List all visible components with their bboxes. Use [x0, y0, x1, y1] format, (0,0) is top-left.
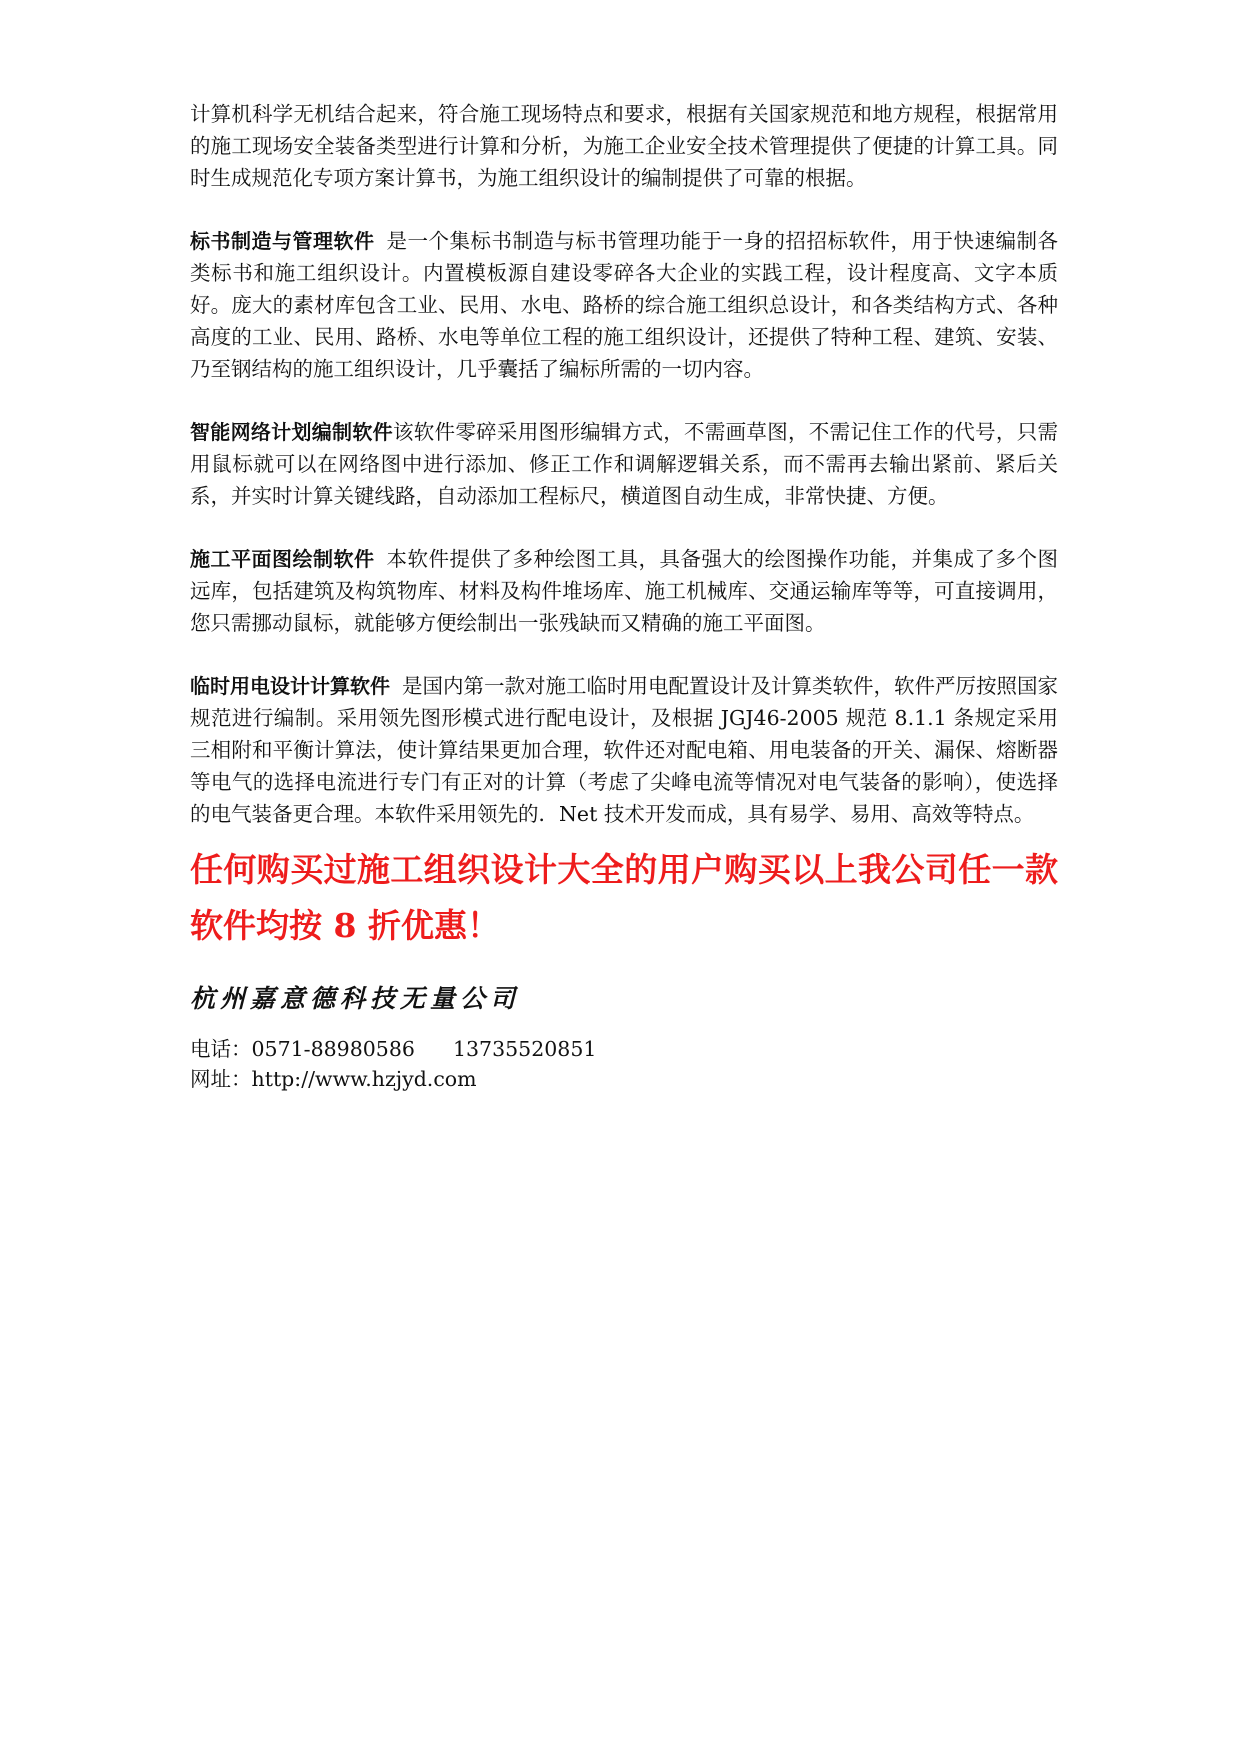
section-body: 是一个集标书制造与标书管理功能于一身的招招标软件，用于快速编制各类标书和施工组织设计。内置模板源自建设零碎各大企业的实践工程，设计程度高、文字本质好。庞大的素材库包含工业、民用、水电、路桥的综合施工组织总设计，和各类结构方式、各种高度的工业、民用、路桥、水电等单位工程的施工组织设计，还提供了特种工程、建筑、安装、乃至钢结构的施工组织设计，几乎囊括了编标所需的一切内容。 — [190, 229, 1058, 381]
phone-line — [190, 1034, 1058, 1064]
section-network-plan-software — [190, 416, 1058, 512]
phone-number-1: 0571-88980586 — [251, 1037, 415, 1061]
section-title: 临时用电设计计算软件 — [190, 674, 390, 698]
section-body: 是国内第一款对施工临时用电配置设计及计算类软件，软件严厉按照国家规范进行编制。采用领先图形模式进行配电设计，及根据 JGJ46-2005 规范 8.1.1 条规定采用三相附和平衡计算法，使计算结果更加合理，软件还对配电箱、用电装备的开关、漏保、熔断器等电气的选择电流进行专门有正对的计算（考虑了尖峰电流等情况对电气装备的影响），使选择的电气装备更合理。本软件采用领先的．Net 技术开发而成，具有易学、易用、高效等特点。 — [190, 674, 1058, 826]
phone-label: 电话： — [190, 1037, 252, 1061]
section-body: 该软件零碎采用图形编辑方式，不需画草图，不需记住工作的代号，只需用鼠标就可以在网络图中进行添加、修正工作和调解逻辑关系，而不需再去输出紧前、紧后关系，并实时计算关键线路，自动添加工程标尺，横道图自动生成，非常快捷、方便。 — [190, 420, 1059, 508]
promo-discount-notice: 任何购买过施工组织设计大全的用户购买以上我公司任一款软件均按 8 折优惠！ — [190, 850, 1058, 945]
contact-block — [190, 1034, 1058, 1094]
page-content — [190, 98, 1058, 1094]
intro-paragraph: 计算机科学无机结合起来，符合施工现场特点和要求，根据有关国家规范和地方规程，根据常用的施工现场安全装备类型进行计算和分析，为施工企业安全技术管理提供了便捷的计算工具。同时生成规范化专项方案计算书，为施工组织设计的编制提供了可靠的根据。 — [190, 102, 1058, 190]
section-title: 标书制造与管理软件 — [190, 229, 375, 253]
company-name: 杭州嘉意德科技无量公司 — [190, 984, 521, 1013]
section-title: 智能网络计划编制软件 — [190, 420, 393, 444]
website-label: 网址： — [190, 1067, 252, 1091]
section-bid-software — [190, 225, 1058, 385]
section-title: 施工平面图绘制软件 — [190, 547, 375, 571]
website-line — [190, 1064, 1058, 1094]
website-url[interactable]: http://www.hzjyd.com — [251, 1067, 477, 1091]
phone-number-2: 13735520851 — [452, 1037, 597, 1061]
section-temp-power-software — [190, 670, 1058, 830]
section-body: 本软件提供了多种绘图工具，具备强大的绘图操作功能，并集成了多个图远库，包括建筑及构筑物库、材料及构件堆场库、施工机械库、交通运输库等等，可直接调用，您只需挪动鼠标，就能够方便绘制出一张残缺而又精确的施工平面图。 — [190, 547, 1058, 635]
section-site-plan-software — [190, 543, 1058, 639]
